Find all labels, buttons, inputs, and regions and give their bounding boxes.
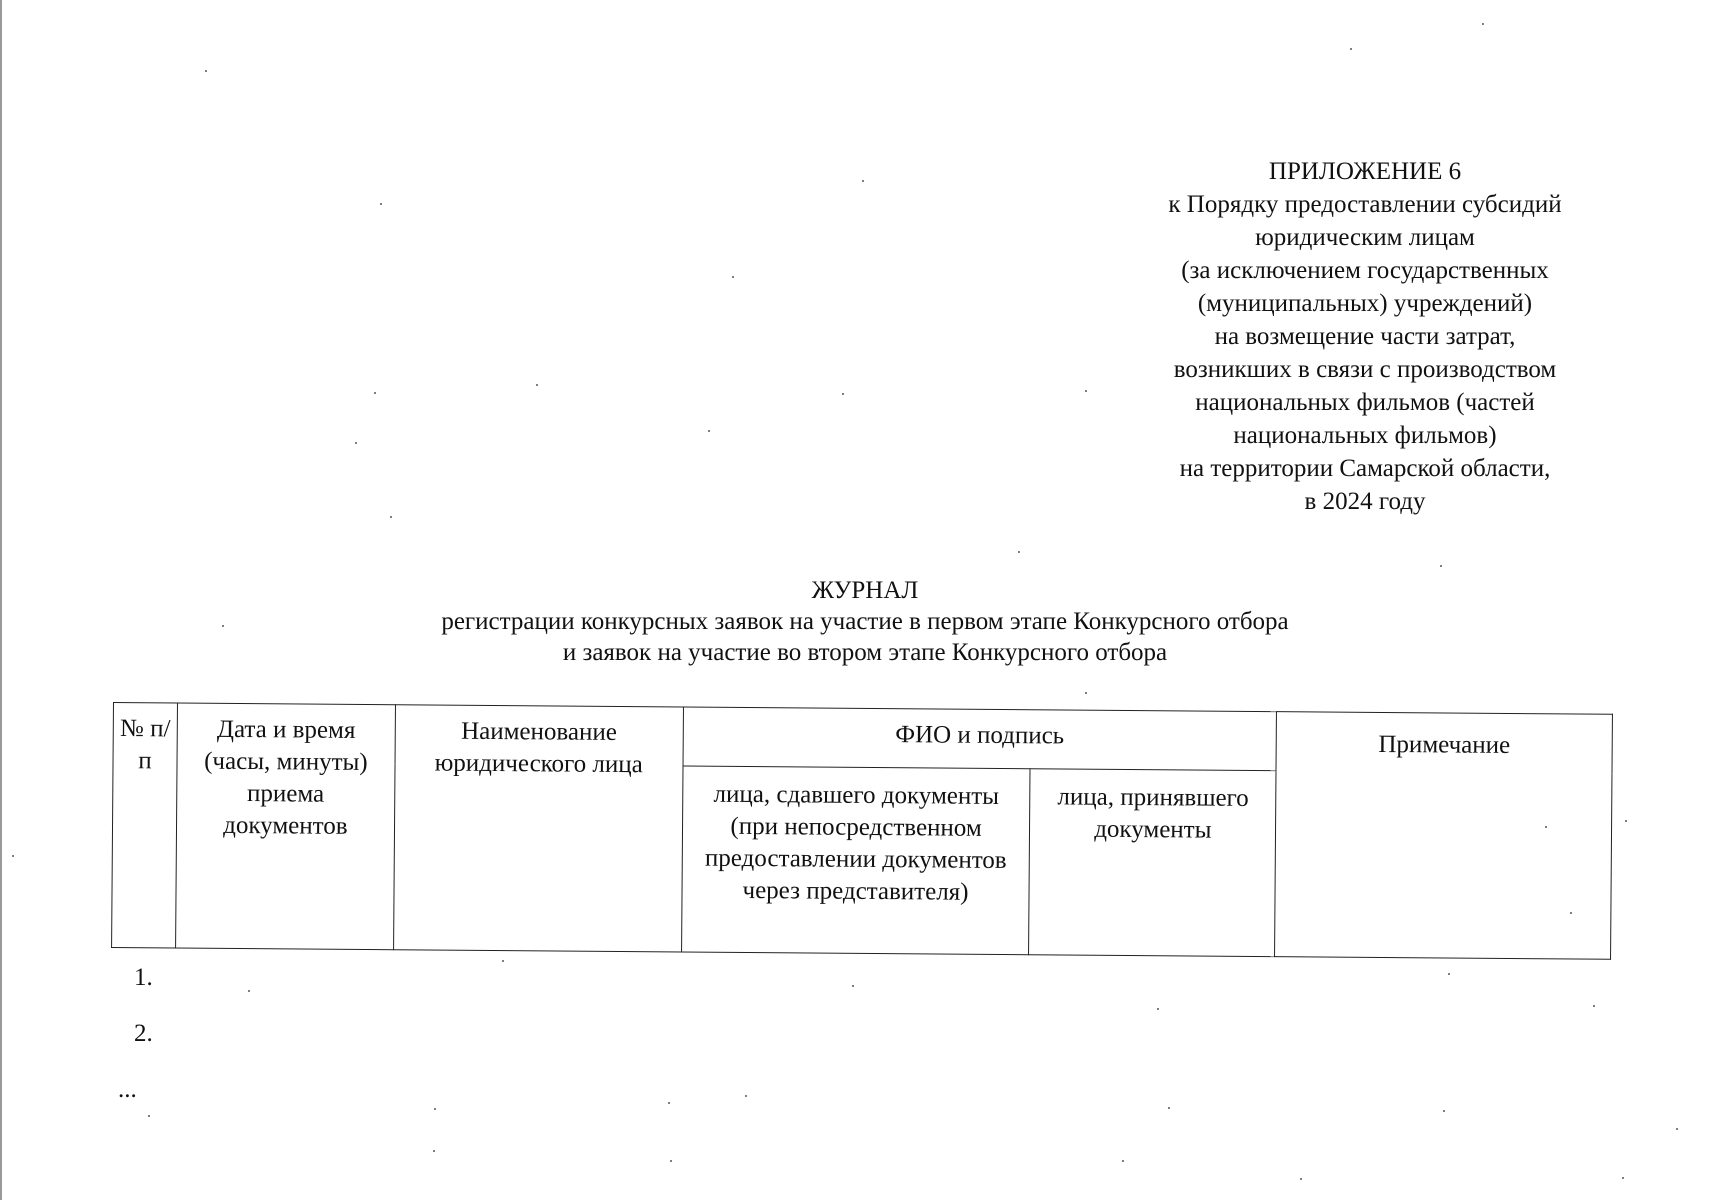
table-header-row xyxy=(113,703,1612,774)
journal-heading xyxy=(300,575,1430,668)
scan-speck xyxy=(1440,565,1442,567)
scan-speck xyxy=(708,430,710,432)
scan-speck xyxy=(374,392,376,394)
appendix-line: на территории Самарской области, xyxy=(1179,455,1551,482)
scan-speck xyxy=(355,442,357,444)
scan-speck xyxy=(434,1108,436,1110)
scan-speck xyxy=(222,625,224,627)
scan-speck xyxy=(1018,551,1020,553)
appendix-header xyxy=(1115,155,1615,518)
header-datetime: Дата и время (часы, минуты) приема документов xyxy=(176,703,396,950)
row-list xyxy=(118,950,153,1118)
scan-speck xyxy=(1622,1177,1624,1179)
scan-speck xyxy=(1625,820,1627,822)
scan-speck xyxy=(1676,1128,1678,1130)
scan-speck xyxy=(732,276,734,278)
scan-speck xyxy=(668,1102,670,1104)
scan-speck xyxy=(1300,1178,1302,1180)
scan-speck xyxy=(852,985,854,987)
journal-subtitle-line-2: и заявок на участие во втором этапе Конкурсного отбора xyxy=(562,639,1168,666)
appendix-line: (за исключением государственных xyxy=(1181,257,1549,284)
scan-speck xyxy=(1443,1110,1445,1112)
scan-speck xyxy=(433,1150,435,1152)
scan-speck xyxy=(1157,1008,1159,1010)
scan-speck xyxy=(1570,912,1572,914)
scan-speck xyxy=(390,516,392,518)
header-entity: Наименование юридического лица xyxy=(393,705,683,952)
scan-speck xyxy=(1085,390,1087,392)
appendix-line: юридическим лицам xyxy=(1255,224,1475,251)
appendix-line: национальных фильмов) xyxy=(1233,422,1497,449)
scan-speck xyxy=(380,203,382,205)
header-num: № п/п xyxy=(112,703,178,948)
scan-speck xyxy=(1545,826,1547,828)
scan-speck xyxy=(670,1160,672,1162)
scan-speck xyxy=(745,1095,747,1097)
scan-speck xyxy=(862,180,864,182)
scan-speck xyxy=(1350,48,1352,50)
scan-speck xyxy=(536,384,538,386)
scan-speck xyxy=(248,990,250,992)
scan-speck xyxy=(1085,692,1087,694)
scan-speck xyxy=(1593,1005,1595,1007)
appendix-title: ПРИЛОЖЕНИЕ 6 xyxy=(1268,158,1462,185)
scan-speck xyxy=(1482,23,1484,25)
scan-speck xyxy=(1448,973,1450,975)
appendix-line: (муниципальных) учреждений) xyxy=(1197,290,1533,317)
page-left-edge xyxy=(0,0,2,1200)
appendix-line: национальных фильмов (частей xyxy=(1195,389,1535,416)
header-fio-receiver: лица, принявшего документы xyxy=(1029,769,1276,957)
appendix-line: возникших в связи с производством xyxy=(1173,356,1557,383)
header-note: Примечание xyxy=(1275,712,1613,960)
scan-speck xyxy=(502,960,504,962)
scan-speck xyxy=(1168,1107,1170,1109)
appendix-line: в 2024 году xyxy=(1304,488,1426,515)
list-item: 1. xyxy=(134,964,153,991)
header-fio-submitter: лица, сдавшего документы (при непосредственном предоставлении документов через представителя) xyxy=(681,766,1030,955)
journal-title: ЖУРНАЛ xyxy=(811,577,919,604)
appendix-line: на возмещение части затрат, xyxy=(1214,323,1516,350)
list-item: 2. xyxy=(134,1020,153,1047)
scan-speck xyxy=(12,855,14,857)
scan-speck xyxy=(842,393,844,395)
scan-speck xyxy=(1122,1160,1124,1162)
scan-speck xyxy=(205,70,207,72)
appendix-line: к Порядку предоставлении субсидий xyxy=(1168,191,1562,218)
list-ellipsis: ... xyxy=(118,1076,137,1103)
registration-table xyxy=(111,702,1613,960)
scan-speck xyxy=(148,1115,150,1117)
header-fio-group: ФИО и подпись xyxy=(683,707,1277,771)
journal-subtitle-line-1: регистрации конкурсных заявок на участие в первом этапе Конкурсного отбора xyxy=(441,608,1289,635)
